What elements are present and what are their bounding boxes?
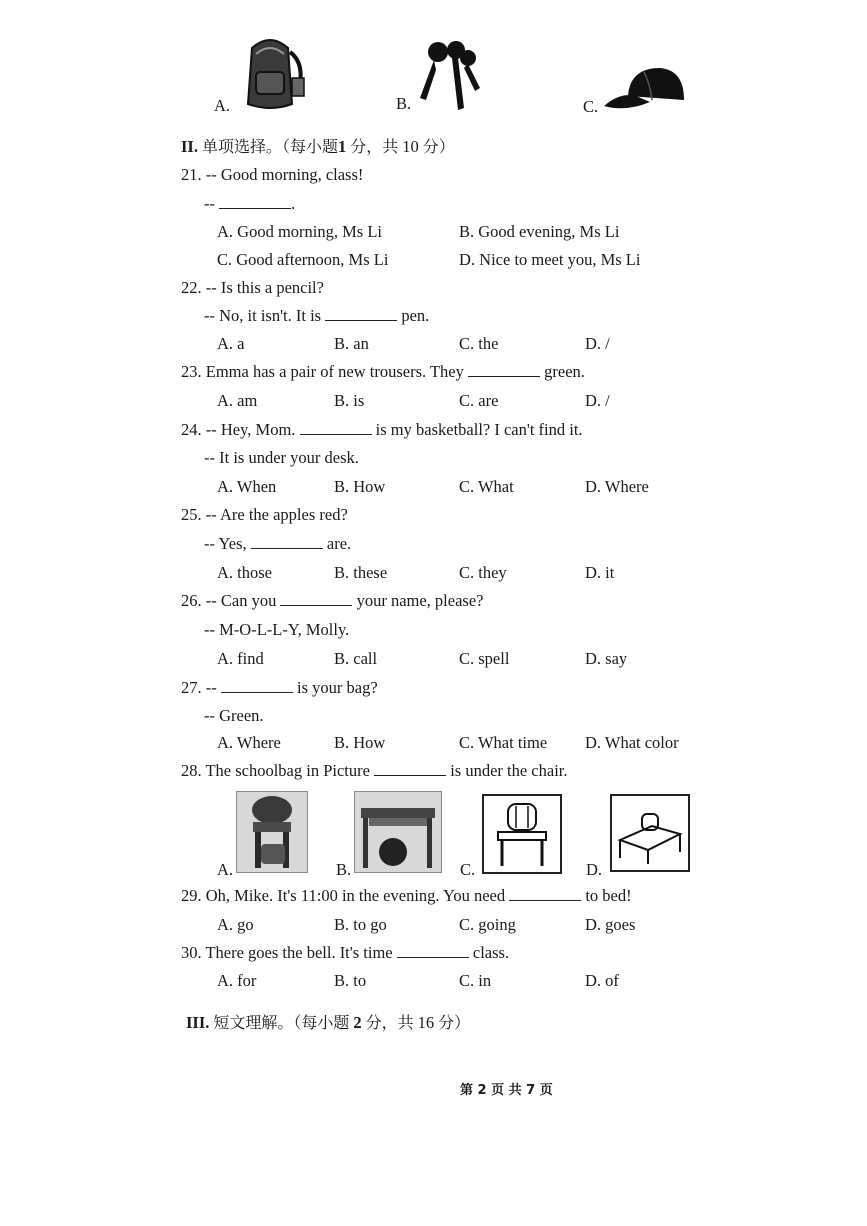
desk-bag-icon — [355, 792, 441, 872]
q26-prompt-suffix: your name, please? — [356, 591, 484, 610]
q24-option-c[interactable]: C. What — [459, 477, 514, 496]
option-c-label: C. — [583, 97, 599, 116]
section-3-points: 2 — [353, 1013, 362, 1032]
q23-option-d[interactable]: D. / — [585, 391, 610, 410]
q23-prompt — [181, 362, 585, 382]
q24-prompt — [181, 420, 583, 440]
q29-option-a[interactable]: A. go — [217, 915, 254, 934]
q22-option-b[interactable]: B. an — [334, 334, 369, 353]
desk-with-bag-photo — [354, 791, 442, 873]
q25-response-prefix: -- Yes, — [204, 534, 247, 553]
q25-option-c[interactable]: C. they — [459, 563, 507, 582]
q24-prompt-suffix: is my basketball? I can't find it. — [375, 420, 583, 439]
q23-option-b[interactable]: B. is — [334, 391, 365, 410]
q23-option-a[interactable]: A. am — [217, 391, 258, 410]
q28-option-a-label[interactable]: A. — [217, 860, 234, 879]
q27-prompt — [181, 678, 378, 698]
q25-prompt: 25. -- Are the apples red? — [181, 505, 348, 524]
keys-icon — [412, 36, 488, 112]
answer-blank[interactable] — [325, 306, 397, 321]
q22-response-prefix: -- No, it isn't. It is — [204, 306, 322, 325]
q21-option-a[interactable]: A. Good morning, Ms Li — [217, 222, 382, 241]
q27-option-c[interactable]: C. What time — [459, 733, 548, 752]
q29-prompt-suffix: to bed! — [585, 886, 632, 905]
q23-prompt-suffix: green. — [544, 362, 585, 381]
q25-option-a[interactable]: A. those — [217, 563, 272, 582]
chair-with-bag-photo — [236, 791, 308, 873]
q21-response-suffix: . — [291, 194, 296, 213]
q27-option-b[interactable]: B. How — [334, 733, 386, 752]
q30-option-d[interactable]: D. of — [585, 971, 619, 990]
q25-option-b[interactable]: B. these — [334, 563, 388, 582]
q22-option-d[interactable]: D. / — [585, 334, 610, 353]
q30-option-a[interactable]: A. for — [217, 971, 257, 990]
q25-response-suffix: are. — [326, 534, 352, 553]
q29-prompt-prefix: 29. Oh, Mike. It's 11:00 in the evening. You need — [181, 886, 506, 905]
answer-blank[interactable] — [509, 886, 581, 901]
section-3-total: 16 — [417, 1013, 435, 1032]
section-2-end: 分） — [422, 137, 455, 156]
q26-option-a[interactable]: A. find — [217, 649, 264, 668]
q25-response — [204, 534, 351, 554]
q27-option-d[interactable]: D. What color — [585, 733, 679, 752]
section-2-total: 10 — [402, 137, 419, 156]
section-2-heading — [181, 134, 455, 157]
answer-blank[interactable] — [221, 678, 293, 693]
answer-blank[interactable] — [280, 591, 352, 606]
section-2-points: 1 — [337, 137, 347, 156]
q28-option-d-label[interactable]: D. — [586, 860, 603, 879]
q26-option-c[interactable]: C. spell — [459, 649, 510, 668]
q25-option-d[interactable]: D. it — [585, 563, 615, 582]
q29-option-b[interactable]: B. to go — [334, 915, 387, 934]
q21-option-c[interactable]: C. Good afternoon, Ms Li — [217, 250, 389, 269]
q29-option-d[interactable]: D. goes — [585, 915, 636, 934]
answer-blank[interactable] — [468, 362, 540, 377]
section-2-number: II. — [181, 137, 198, 156]
section-2-title: 单项选择。（每小题 — [201, 137, 338, 156]
chair-drawing — [482, 794, 562, 874]
q23-option-c[interactable]: C. are — [459, 391, 499, 410]
q26-prompt — [181, 591, 483, 611]
q26-option-d[interactable]: D. say — [585, 649, 628, 668]
q26-response: -- M-O-L-L-Y, Molly. — [204, 620, 350, 639]
q30-prompt — [181, 943, 509, 963]
q21-option-d[interactable]: D. Nice to meet you, Ms Li — [459, 250, 641, 269]
q21-response — [204, 194, 295, 214]
q29-option-c[interactable]: C. going — [459, 915, 516, 934]
section-3-heading — [186, 1010, 470, 1033]
chair-bag-on-seat-icon — [484, 796, 560, 872]
option-a-label: A. — [214, 96, 231, 115]
answer-blank[interactable] — [374, 761, 446, 776]
answer-blank[interactable] — [300, 420, 372, 435]
q29-prompt — [181, 886, 632, 906]
q21-response-prefix: -- — [204, 194, 215, 213]
q30-prompt-suffix: class. — [472, 943, 510, 962]
q30-prompt-prefix: 30. There goes the bell. It's time — [181, 943, 393, 962]
q26-prompt-prefix: 26. -- Can you — [181, 591, 277, 610]
q28-option-b-label[interactable]: B. — [336, 860, 352, 879]
q30-option-b[interactable]: B. to — [334, 971, 367, 990]
q22-response — [204, 306, 429, 326]
q22-prompt: 22. -- Is this a pencil? — [181, 278, 324, 297]
q23-prompt-prefix: 23. Emma has a pair of new trousers. They — [181, 362, 464, 381]
q21-prompt: 21. -- Good morning, class! — [181, 165, 364, 184]
q27-response: -- Green. — [204, 706, 264, 725]
section-3-number: III. — [186, 1013, 210, 1032]
section-3-mid: 分，共 — [365, 1013, 414, 1032]
q28-prompt — [181, 761, 568, 781]
chair-bag-icon — [237, 792, 307, 872]
answer-blank[interactable] — [397, 943, 469, 958]
q22-option-c[interactable]: C. the — [459, 334, 499, 353]
q27-prompt-prefix: 27. -- — [181, 678, 217, 697]
answer-blank[interactable] — [219, 194, 291, 209]
q26-option-b[interactable]: B. call — [334, 649, 378, 668]
q28-option-c-label[interactable]: C. — [460, 860, 476, 879]
q30-option-c[interactable]: C. in — [459, 971, 492, 990]
bed-drawing — [610, 794, 690, 872]
q27-option-a[interactable]: A. Where — [217, 733, 281, 752]
option-b-label: B. — [396, 94, 412, 113]
q28-prompt-prefix: 28. The schoolbag in Picture — [181, 761, 370, 780]
q28-prompt-suffix: is under the chair. — [450, 761, 568, 780]
section-3-title: 短文理解。（每小题 — [213, 1013, 350, 1032]
q22-response-suffix: pen. — [401, 306, 430, 325]
q24-option-d[interactable]: D. Where — [585, 477, 649, 496]
bed-bag-icon — [612, 796, 688, 870]
q24-response: -- It is under your desk. — [204, 448, 359, 467]
q24-option-b[interactable]: B. How — [334, 477, 386, 496]
answer-blank[interactable] — [251, 534, 323, 549]
q24-option-a[interactable]: A. When — [217, 477, 277, 496]
backpack-icon — [230, 34, 310, 114]
cap-icon — [600, 62, 690, 116]
q24-prompt-prefix: 24. -- Hey, Mom. — [181, 420, 296, 439]
q27-prompt-suffix: is your bag? — [297, 678, 378, 697]
page-number-footer: 第 2 页 共 7 页 — [460, 1083, 553, 1098]
section-3-end: 分） — [438, 1013, 471, 1032]
q21-option-b[interactable]: B. Good evening, Ms Li — [459, 222, 620, 241]
section-2-mid: 分，共 — [350, 137, 399, 156]
q22-option-a[interactable]: A. a — [217, 334, 245, 353]
